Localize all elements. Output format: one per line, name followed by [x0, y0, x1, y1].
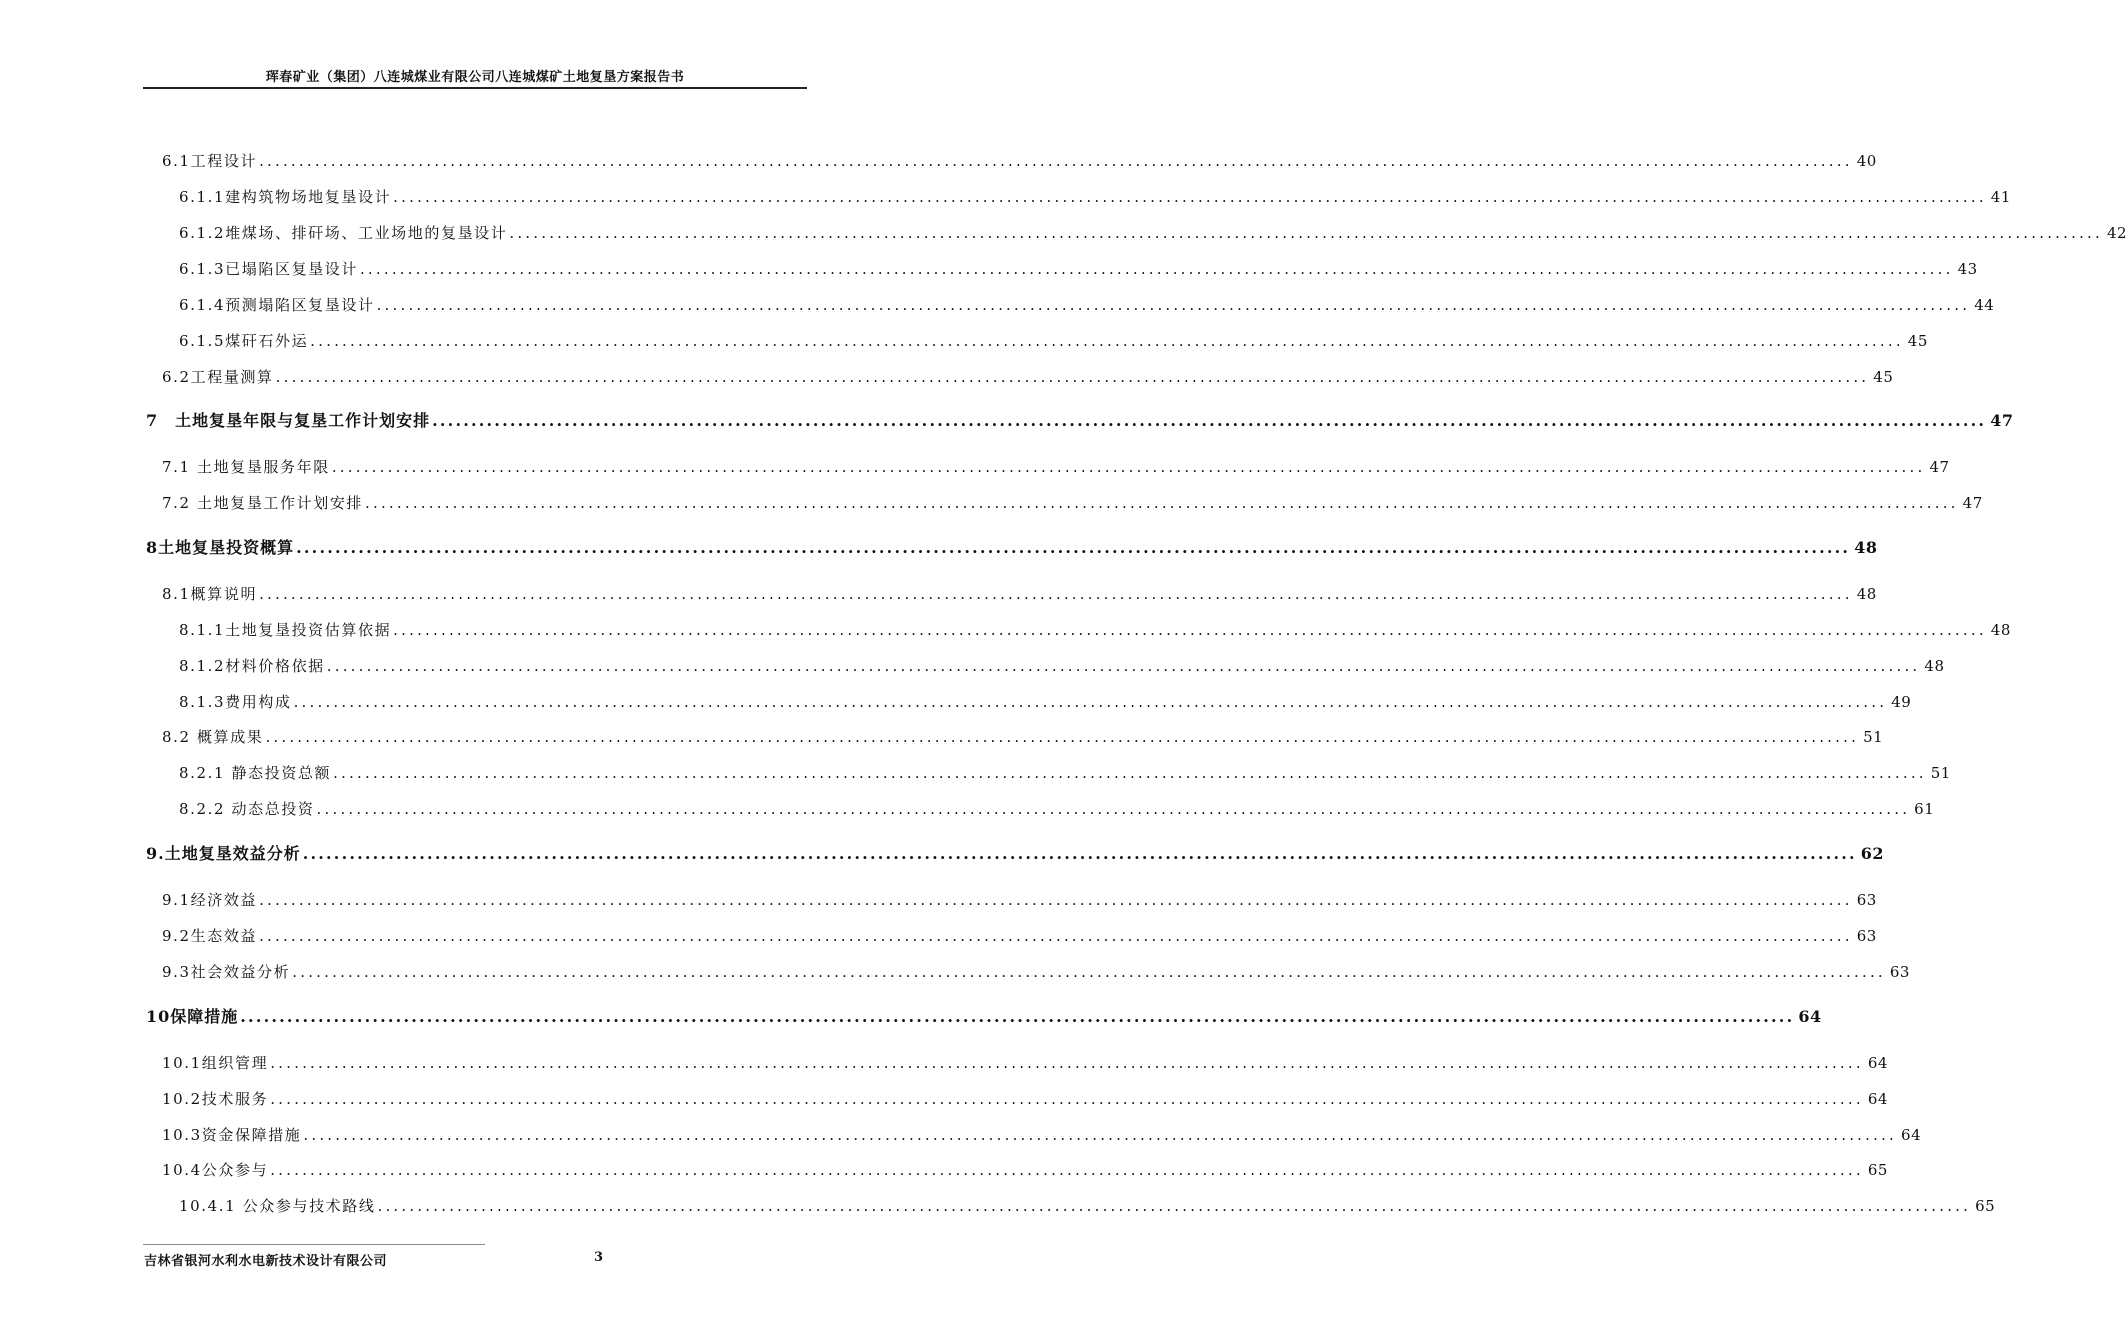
toc-entry-page: 48: [1924, 657, 1945, 675]
toc-entry-label: 7.1 土地复垦服务年限: [162, 458, 330, 476]
toc-entry-label: 6.1.2堆煤场、排矸场、工业场地的复垦设计: [179, 224, 508, 242]
toc-dot-leader: ........................................................................................................................................................................................................: [292, 963, 1886, 981]
toc-entry[interactable]: [179, 799, 1935, 819]
toc-dot-leader: ........................................................................................................................................................................................................: [270, 1161, 1864, 1179]
toc-entry[interactable]: [179, 763, 1951, 783]
toc-dot-leader: ........................................................................................................................................................................................................: [265, 728, 1860, 746]
toc-dot-leader: ........................................................................................................................................................................................................: [240, 1007, 1795, 1026]
toc-dot-leader: ........................................................................................................................................................................................................: [270, 1054, 1864, 1072]
toc-dot-leader: ........................................................................................................................................................................................................: [509, 224, 2103, 242]
toc-entry-page: 48: [1854, 538, 1878, 557]
toc-entry-page: 42: [2107, 224, 2127, 242]
toc-dot-leader: ........................................................................................................................................................................................................: [303, 1126, 1898, 1144]
toc-entry-label: 6.1.4预测塌陷区复垦设计: [179, 296, 375, 314]
toc-entry[interactable]: [162, 962, 1910, 982]
toc-entry-page: 47: [1990, 411, 2014, 430]
toc-entry-label: 6.2工程量测算: [162, 368, 274, 386]
toc-entry[interactable]: [179, 331, 1928, 351]
toc-dot-leader: ........................................................................................................................................................................................................: [377, 1197, 1972, 1215]
footer-company-name: 吉林省银河水利水电新技术设计有限公司: [144, 1254, 388, 1269]
toc-entry[interactable]: [162, 367, 1894, 387]
toc-dot-leader: ........................................................................................................................................................................................................: [296, 538, 1851, 557]
toc-dot-leader: ........................................................................................................................................................................................................: [302, 844, 1857, 863]
toc-dot-leader: ........................................................................................................................................................................................................: [275, 368, 1870, 386]
toc-entry-page: 64: [1867, 1054, 1888, 1072]
toc-entry-page: 45: [1873, 368, 1894, 386]
toc-entry-label: 8.2 概算成果: [162, 728, 264, 746]
toc-entry[interactable]: [146, 411, 2014, 431]
toc-entry[interactable]: [179, 223, 2127, 243]
toc-entry-page: 64: [1798, 1007, 1822, 1026]
page-header-title: 珲春矿业（集团）八连城煤业有限公司八连城煤矿土地复垦方案报告书: [265, 70, 685, 85]
toc-entry-page: 40: [1856, 152, 1877, 170]
toc-dot-leader: ........................................................................................................................................................................................................: [393, 621, 1987, 639]
toc-dot-leader: ........................................................................................................................................................................................................: [293, 693, 1888, 711]
toc-dot-leader: ........................................................................................................................................................................................................: [259, 891, 1853, 909]
toc-entry-page: 48: [1856, 585, 1877, 603]
toc-entry[interactable]: [162, 584, 1877, 604]
toc-entry[interactable]: [162, 457, 1950, 477]
toc-entry-label: 8.1.3费用构成: [179, 693, 292, 711]
toc-dot-leader: ........................................................................................................................................................................................................: [259, 927, 1853, 945]
toc-entry-page: 63: [1856, 891, 1877, 909]
toc-dot-leader: ........................................................................................................................................................................................................: [432, 411, 1987, 430]
toc-entry[interactable]: [162, 493, 1983, 513]
toc-dot-leader: ........................................................................................................................................................................................................: [326, 657, 1921, 675]
toc-entry-page: 51: [1930, 764, 1951, 782]
toc-entry-page: 41: [1990, 188, 2011, 206]
footer-divider: [143, 1244, 485, 1245]
toc-entry-label: 7.2 土地复垦工作计划安排: [162, 494, 364, 512]
toc-entry-page: 47: [1929, 458, 1950, 476]
toc-dot-leader: ........................................................................................................................................................................................................: [259, 152, 1853, 170]
toc-entry-page: 64: [1867, 1090, 1888, 1108]
toc-entry[interactable]: [179, 692, 1912, 712]
toc-entry-label: 8.1.1土地复垦投资估算依据: [179, 621, 392, 639]
toc-entry-page: 65: [1975, 1197, 1996, 1215]
toc-entry[interactable]: [179, 620, 2011, 640]
toc-entry[interactable]: [179, 187, 2011, 207]
toc-entry-page: 51: [1863, 728, 1884, 746]
toc-entry-label: 7 土地复垦年限与复垦工作计划安排: [146, 411, 431, 430]
toc-dot-leader: ........................................................................................................................................................................................................: [393, 188, 1987, 206]
toc-entry-label: 6.1工程设计: [162, 152, 258, 170]
toc-entry[interactable]: [162, 890, 1877, 910]
toc-entry[interactable]: [162, 727, 1884, 747]
toc-entry[interactable]: [179, 295, 1995, 315]
toc-entry[interactable]: [162, 1053, 1888, 1073]
toc-entry-label: 6.1.5煤矸石外运: [179, 332, 309, 350]
toc-entry[interactable]: [162, 926, 1877, 946]
toc-entry-page: 64: [1901, 1126, 1922, 1144]
toc-entry-page: 63: [1889, 963, 1910, 981]
toc-entry-page: 62: [1860, 844, 1885, 863]
toc-entry-page: 61: [1914, 800, 1935, 818]
toc-entry-label: 10.3资金保障措施: [162, 1126, 302, 1144]
toc-entry[interactable]: [162, 1089, 1888, 1109]
toc-entry-label: 10.4.1 公众参与技术路线: [179, 1197, 376, 1215]
toc-dot-leader: ........................................................................................................................................................................................................: [376, 296, 1971, 314]
toc-entry-label: 10.4公众参与: [162, 1161, 269, 1179]
toc-entry-page: 63: [1856, 927, 1877, 945]
toc-entry[interactable]: [179, 259, 1978, 279]
toc-entry-label: 8土地复垦投资概算: [146, 538, 295, 557]
toc-entry-label: 8.2.2 动态总投资: [179, 800, 315, 818]
toc-dot-leader: ........................................................................................................................................................................................................: [333, 764, 1927, 782]
toc-entry-page: 44: [1974, 296, 1995, 314]
toc-entry[interactable]: [162, 151, 1877, 171]
toc-entry[interactable]: [162, 1160, 1888, 1180]
toc-entry-label: 9.2生态效益: [162, 927, 258, 945]
toc-entry-label: 8.1.2材料价格依据: [179, 657, 325, 675]
toc-dot-leader: ........................................................................................................................................................................................................: [270, 1090, 1864, 1108]
toc-entry-page: 45: [1907, 332, 1928, 350]
toc-entry-label: 9.土地复垦效益分析: [146, 844, 301, 863]
footer-page-number: 3: [594, 1250, 604, 1265]
toc-entry-label: 8.2.1 静态投资总额: [179, 764, 332, 782]
toc-entry-label: 8.1概算说明: [162, 585, 258, 603]
toc-entry-label: 9.1经济效益: [162, 891, 258, 909]
toc-entry[interactable]: [146, 844, 1885, 864]
toc-dot-leader: ........................................................................................................................................................................................................: [331, 458, 1926, 476]
toc-dot-leader: ........................................................................................................................................................................................................: [365, 494, 1959, 512]
toc-entry-page: 49: [1891, 693, 1912, 711]
toc-entry-page: 48: [1990, 621, 2011, 639]
toc-dot-leader: ........................................................................................................................................................................................................: [359, 260, 1954, 278]
toc-dot-leader: ........................................................................................................................................................................................................: [310, 332, 1904, 350]
toc-entry-page: 47: [1962, 494, 1983, 512]
toc-entry-label: 10.1组织管理: [162, 1054, 269, 1072]
toc-entry-label: 10.2技术服务: [162, 1090, 269, 1108]
toc-entry-page: 65: [1867, 1161, 1888, 1179]
toc-entry[interactable]: [146, 538, 1878, 558]
toc-entry[interactable]: [146, 1007, 1822, 1027]
toc-entry-label: 9.3社会效益分析: [162, 963, 291, 981]
toc-entry[interactable]: [179, 656, 1945, 676]
toc-dot-leader: ........................................................................................................................................................................................................: [316, 800, 1911, 818]
toc-entry-label: 6.1.1建构筑物场地复垦设计: [179, 188, 392, 206]
toc-entry[interactable]: [179, 1196, 1996, 1216]
toc-dot-leader: ........................................................................................................................................................................................................: [259, 585, 1853, 603]
toc-entry[interactable]: [162, 1125, 1922, 1145]
toc-entry-label: 10保障措施: [146, 1007, 239, 1026]
toc-entry-page: 43: [1957, 260, 1978, 278]
toc-entry-label: 6.1.3已塌陷区复垦设计: [179, 260, 358, 278]
